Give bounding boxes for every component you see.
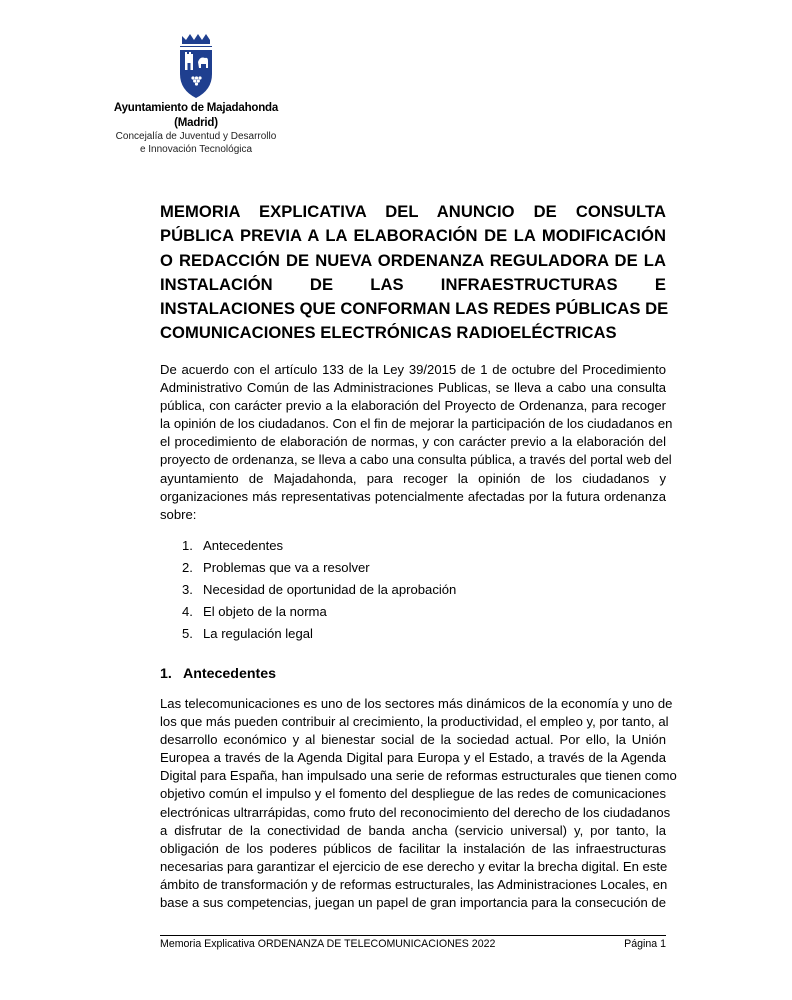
paragraph-line: sobre: [160, 506, 197, 522]
paragraph-line: Digital para España, han impulsado una serie de reformas estructurales que tienen como [160, 768, 677, 784]
footer-divider [160, 935, 666, 936]
list-item [182, 537, 602, 559]
section-number: 1. [160, 666, 172, 682]
topics-list [182, 537, 602, 647]
department-line-2: e Innovación Tecnológica [139, 144, 253, 155]
section-paragraph [160, 695, 677, 912]
paragraph-line: ayuntamiento de Majadahonda, para recoger la opinión de los ciudadanos y [160, 470, 666, 486]
paragraph-line: obligación de los poderes públicos de facilitar la instalación de las infraestructuras [160, 840, 666, 856]
list-item-label: Problemas que va a resolver [203, 560, 370, 576]
coat-of-arms-icon [172, 30, 220, 100]
paragraph-line: Las telecomunicaciones es uno de los sectores más dinámicos de la economía y uno de [160, 696, 673, 711]
list-item-label: El objeto de la norma [203, 604, 327, 620]
list-item-number: 3. [182, 582, 193, 598]
paragraph-line: proyecto de ordenanza, se lleva a cabo una consulta pública, a través del portal web del [160, 452, 672, 468]
document-title [160, 200, 669, 346]
paragraph-line: necesarias para garantizar el ejercicio de ese derecho y evitar la brecha digital. En este [160, 858, 668, 874]
paragraph-line: organizaciones más representativas potencialmente afectadas por la futura ordenanza [160, 488, 666, 504]
list-item [182, 559, 602, 581]
list-item-number: 2. [182, 560, 193, 576]
paragraph-line: ámbito de transformación y de reformas estructurales, las Administraciones Locales, en [160, 876, 668, 892]
section-title: Antecedentes [183, 666, 277, 682]
paragraph-line: base a sus competencias, juegan un papel de gran importancia para la consecución de [160, 895, 666, 911]
paragraph-line: desarrollo económico y al bienestar social de la sociedad actual. Por ello, la Unión [160, 732, 666, 748]
paragraph-line: De acuerdo con el artículo 133 de la Ley 39/2015 de 1 de octubre del Procedimiento [160, 362, 666, 377]
letterhead [96, 30, 296, 156]
paragraph-line: a disfrutar de la conectividad de banda ancha (servicio universal) y, por tanto, la [160, 822, 666, 838]
paragraph-line: Europea a través de la Agenda Digital para Europa y el Estado, a través de la Agenda [160, 750, 666, 766]
title-line: PÚBLICA PREVIA A LA ELABORACIÓN DE LA MODIFICACIÓN [160, 226, 666, 246]
list-item-label: Necesidad de oportunidad de la aprobación [203, 582, 457, 598]
paragraph-line: pública, con carácter previo a la elaboración del Proyecto de Ordenanza, para recoger [160, 398, 666, 414]
title-line: COMUNICACIONES ELECTRÓNICAS RADIOELÉCTRICAS [160, 323, 617, 343]
org-name: Ayuntamiento de Majadahonda [113, 102, 279, 114]
title-line: O REDACCIÓN DE NUEVA ORDENANZA REGULADORA DE LA [160, 250, 666, 270]
paragraph-line: Administrativo Común de las Administraciones Publicas, se lleva a cabo una consulta [160, 380, 666, 396]
paragraph-line: el procedimiento de elaboración de normas, y con carácter previo a la elaboración del [160, 434, 666, 450]
list-item-number: 5. [182, 626, 193, 642]
list-item-number: 1. [182, 538, 193, 553]
list-item [182, 603, 602, 625]
paragraph-line: objetivo común el impulso y el fomento del despliegue de las redes de comunicaciones [160, 786, 666, 802]
list-item [182, 625, 602, 647]
title-line: MEMORIA EXPLICATIVA DEL ANUNCIO DE CONSULTA [160, 202, 666, 221]
footer-document-name: Memoria Explicativa ORDENANZA DE TELECOMUNICACIONES 2022 [160, 938, 496, 950]
intro-paragraph [160, 361, 673, 524]
paragraph-line: electrónicas ultrarrápidas, como fruto del reconocimiento del derecho de los ciudadanos [160, 804, 671, 820]
paragraph-line: la opinión de los ciudadanos. Con el fin de mejorar la participación de los ciudadanos en [160, 416, 673, 432]
list-item-label: Antecedentes [203, 538, 284, 553]
list-item-label: La regulación legal [203, 626, 313, 642]
page-number: Página 1 [624, 938, 666, 950]
title-line: INSTALACIÓN DE LAS INFRAESTRUCTURAS E [160, 274, 666, 294]
paragraph-line: los que más pueden contribuir al crecimiento, la productividad, el empleo y, por tanto, al [160, 714, 669, 730]
org-region: (Madrid) [174, 117, 218, 129]
section-heading [160, 664, 276, 684]
department-line-1: Concejalía de Juventud y Desarrollo [115, 131, 277, 142]
list-item-number: 4. [182, 604, 193, 620]
list-item [182, 581, 602, 603]
title-line: INSTALACIONES QUE CONFORMAN LAS REDES PÚBLICAS DE [160, 299, 669, 319]
page-footer [160, 937, 666, 951]
